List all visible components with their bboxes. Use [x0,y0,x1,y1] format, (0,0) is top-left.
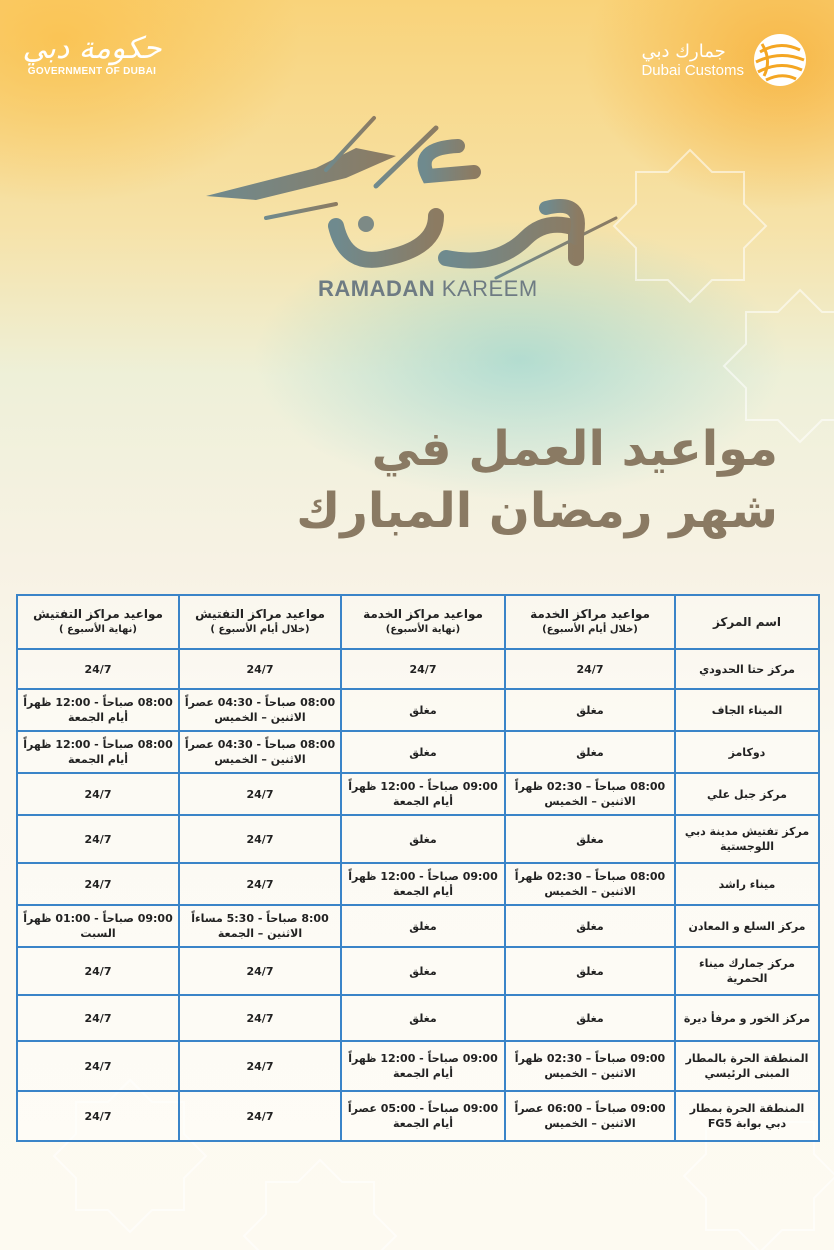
center-name-cell [675,995,819,1041]
table-row [17,905,819,947]
schedule-cell [17,863,179,905]
cell-line: مركز حتا الحدودي [699,662,795,676]
table-row [17,1091,819,1141]
cell-line: اللوجستية [719,840,775,853]
working-hours-table [16,594,820,1142]
schedule-cell [341,995,505,1041]
schedule-cell [505,863,675,905]
cell-line: الميناء الجاف [711,703,783,717]
table-row [17,995,819,1041]
header-title: مواعيد مراكز الخدمة [530,607,650,621]
cell-line: 08:00 صباحاً - 12:00 ظهراً [23,696,173,709]
schedule-cell [179,863,341,905]
center-name-cell [675,863,819,905]
customs-logo-english: Dubai Customs [641,61,744,79]
cell-line: مركز جمارك ميناء [699,957,795,970]
schedule-cell [179,649,341,689]
center-name-cell [675,947,819,995]
cell-line: المنطقة الحرة بالمطار [685,1052,809,1065]
schedule-cell [17,773,179,815]
cell-line: أيام الجمعة [392,795,453,808]
schedule-cell [505,815,675,863]
header-inspection-weekend [17,595,179,649]
center-name-cell [675,689,819,731]
header-title: مواعيد مراكز التفتيش [195,607,325,621]
cell-line: 08:00 صباحاً - 12:00 ظهراً [23,738,173,751]
cell-line: مركز الخور و مرفأ ديرة [683,1011,811,1025]
schedule-cell [17,1041,179,1091]
table-row [17,731,819,773]
header-title: مواعيد مراكز التفتيش [33,607,163,621]
schedule-cell [179,689,341,731]
cell-line: 09:00 صباحاً – 02:30 ظهراً [514,1052,666,1065]
cell-line: 08:00 صباحاً – 02:30 ظهراً [514,780,666,793]
schedule-cell [505,773,675,815]
schedule-cell [341,1091,505,1141]
schedule-cell [17,905,179,947]
table-row [17,863,819,905]
table-row [17,947,819,995]
schedule-cell [179,1041,341,1091]
cell-line: 24/7 [246,787,274,801]
table-row [17,1041,819,1091]
cell-line: الاثنين – الخميس [544,795,636,808]
schedule-cell [505,689,675,731]
cell-line: أيام الجمعة [392,1067,453,1080]
schedule-cell [341,731,505,773]
schedule-cell [505,995,675,1041]
cell-line: مغلق [409,703,437,717]
center-name-cell [675,815,819,863]
schedule-cell [179,947,341,995]
cell-line: 24/7 [246,1059,274,1073]
cell-line: 24/7 [246,1011,274,1025]
cell-line: مغلق [576,964,604,978]
cell-line: مغلق [409,919,437,933]
schedule-cell [17,1091,179,1141]
cell-line: مغلق [409,1011,437,1025]
center-name-cell [675,649,819,689]
schedule-cell [17,689,179,731]
cell-line: أيام الجمعة [67,753,128,766]
schedule-cell [179,815,341,863]
cell-line: 09:00 صباحاً - 12:00 ظهراً [348,780,498,793]
cell-line: مركز جبل علي [707,787,787,801]
government-logo-arabic: حكومة دبي [22,31,162,66]
schedule-cell [505,905,675,947]
header-service-weekend [341,595,505,649]
headline-line-2: شهر رمضان المبارك [296,483,778,539]
header-inspection-weekdays [179,595,341,649]
center-name-cell [675,1041,819,1091]
cell-line: الاثنين – الخميس [544,885,636,898]
schedule-cell [505,947,675,995]
schedule-cell [17,731,179,773]
cell-line: مركز السلع و المعادن [688,919,806,933]
schedule-cell [341,649,505,689]
header-subtitle: (خلال أيام الأسبوع ) [210,624,310,635]
globe-icon [752,32,808,88]
cell-line: مغلق [409,745,437,759]
cell-line: دبي بوابة FG5 [707,1117,787,1130]
table-row [17,649,819,689]
cell-line: الاثنين – الخميس [214,753,306,766]
cell-line: 24/7 [84,662,112,676]
cell-line: مغلق [576,832,604,846]
cell-line: 24/7 [84,1011,112,1025]
cell-line: مغلق [409,832,437,846]
schedule-cell [341,1041,505,1091]
cell-line: 8:00 صباحاً - 5:30 مساءاً [191,912,329,925]
schedule-cell [17,947,179,995]
cell-line: 24/7 [84,877,112,891]
cell-line: الاثنين – الخميس [544,1117,636,1130]
government-of-dubai-logo [22,32,162,77]
cell-line: 24/7 [84,964,112,978]
schedule-cell [179,731,341,773]
schedule-cell [17,649,179,689]
cell-line: مغلق [409,964,437,978]
cell-line: مركز تفتيش مدينة دبي [684,825,810,838]
cell-line: 24/7 [84,787,112,801]
schedule-cell [179,995,341,1041]
cell-line: مغلق [576,919,604,933]
government-logo-english: GOVERNMENT OF DUBAI [27,66,157,77]
schedule-cell [505,1041,675,1091]
cell-line: ميناء راشد [718,877,776,891]
cell-line: أيام الجمعة [392,1117,453,1130]
ramadan-kareem-tagline: RAMADAN KAREEM [318,276,538,301]
cell-line: 09:00 صباحاً - 01:00 ظهراً [23,912,173,925]
center-name-cell [675,731,819,773]
cell-line: 24/7 [84,832,112,846]
cell-line: مغلق [576,1011,604,1025]
cell-line: 09:00 صباحاً - 05:00 عصراً [347,1102,499,1115]
cell-line: 24/7 [409,662,437,676]
dubai-customs-logo [641,32,808,88]
customs-logo-arabic: جمارك دبي [641,40,726,62]
cell-line: 24/7 [246,832,274,846]
cell-line: 24/7 [246,964,274,978]
center-name-cell [675,773,819,815]
table-header-row [17,595,819,649]
cell-line: 24/7 [576,662,604,676]
cell-line: 08:00 صباحاً - 04:30 عصراً [184,738,336,751]
headline-line-1: مواعيد العمل في [371,421,778,477]
cell-line: الاثنين – الخميس [214,711,306,724]
schedule-cell [341,947,505,995]
schedule-cell [179,773,341,815]
cell-line: الاثنين – الجمعة [217,927,303,940]
schedule-cell [341,863,505,905]
cell-line: مغلق [576,703,604,717]
center-name-cell [675,1091,819,1141]
cell-line: 24/7 [246,1109,274,1123]
header-subtitle: (خلال أيام الأسبوع) [542,624,638,635]
schedule-cell [341,905,505,947]
page-headline [296,418,778,542]
cell-line: الحمرية [726,972,768,985]
cell-line: السبت [80,927,116,940]
cell-line: 24/7 [246,662,274,676]
cell-line: 09:00 صباحاً – 06:00 عصراً [514,1102,666,1115]
cell-line: 09:00 صباحاً - 12:00 ظهراً [348,1052,498,1065]
table-body [17,649,819,1141]
schedule-cell [17,815,179,863]
schedule-cell [505,649,675,689]
cell-line: 24/7 [84,1059,112,1073]
cell-line: مغلق [576,745,604,759]
cell-line: أيام الجمعة [392,885,453,898]
cell-line: المنطقة الحرة بمطار [689,1102,805,1115]
table-row [17,689,819,731]
cell-line: 09:00 صباحاً - 12:00 ظهراً [348,870,498,883]
header-subtitle: (نهاية الأسبوع) [385,624,461,635]
schedule-cell [341,773,505,815]
schedule-cell [341,815,505,863]
cell-line: 08:00 صباحاً – 02:30 ظهراً [514,870,666,883]
header-subtitle: (نهاية الأسبوع ) [59,624,137,635]
header-title: مواعيد مراكز الخدمة [363,607,483,621]
header-service-weekdays [505,595,675,649]
header-title: اسم المركز [712,614,782,629]
cell-line: 24/7 [84,1109,112,1123]
cell-line: المبنى الرئيسي [704,1067,790,1080]
schedule-cell [179,905,341,947]
cell-line: 24/7 [246,877,274,891]
schedule-cell [341,689,505,731]
schedule-cell [505,731,675,773]
cell-line: دوكامز [728,745,766,759]
center-name-cell [675,905,819,947]
table-row [17,815,819,863]
header-center-name [675,595,819,649]
cell-line: 08:00 صباحاً - 04:30 عصراً [184,696,336,709]
schedule-cell [17,995,179,1041]
cell-line: أيام الجمعة [67,711,128,724]
schedule-cell [179,1091,341,1141]
table-row [17,773,819,815]
cell-line: الاثنين – الخميس [544,1067,636,1080]
schedule-cell [505,1091,675,1141]
